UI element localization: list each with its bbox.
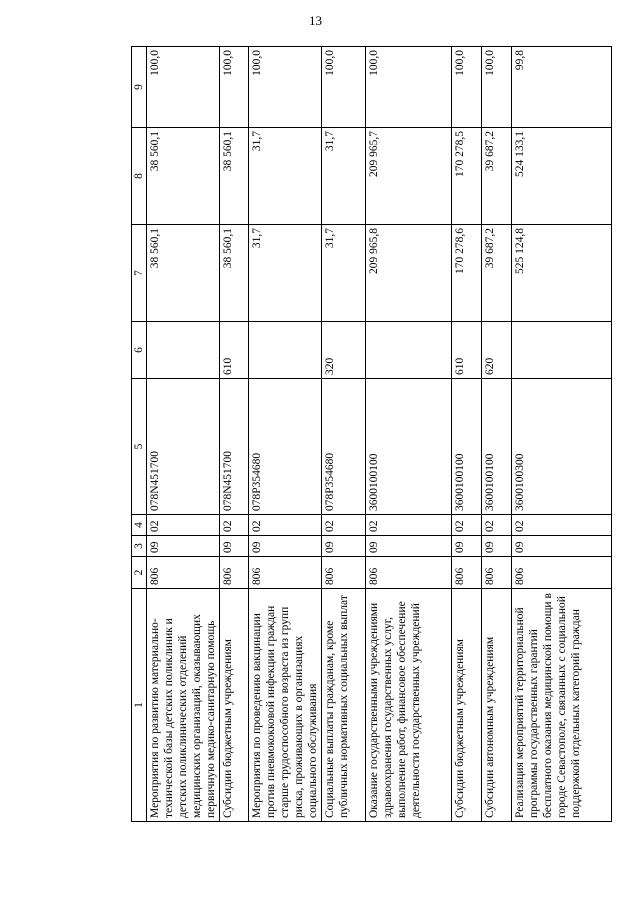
cell-col3: 09 (366, 536, 452, 557)
cell-col6 (512, 322, 612, 379)
row-name-cell: Субсидии бюджетным учреждениям (452, 589, 482, 822)
cell-col5: 3600100300 (512, 379, 612, 515)
cell-col7: 170 278,6 (452, 225, 482, 322)
cell-col2: 806 (249, 557, 322, 589)
cell-col4: 02 (512, 515, 612, 536)
cell-col9: 100,0 (322, 47, 366, 128)
cell-col2: 806 (322, 557, 366, 589)
cell-col6 (147, 322, 220, 379)
cell-col2: 806 (220, 557, 249, 589)
row-name-cell: Мероприятия по развитию материально-технической базы детских поликлиник и детских поликлинических отделений медицинских организаций, оказывающих первичную медико-санитарную помощь (147, 589, 220, 822)
cell-col2: 806 (452, 557, 482, 589)
cell-col9: 99,8 (512, 47, 612, 128)
cell-col7: 38 560,1 (220, 225, 249, 322)
header-cell: 1 (132, 589, 147, 822)
cell-col9: 100,0 (220, 47, 249, 128)
cell-col7: 38 560,1 (147, 225, 220, 322)
header-cell: 4 (132, 515, 147, 536)
cell-col2: 806 (147, 557, 220, 589)
cell-col5: 3600100100 (366, 379, 452, 515)
cell-col8: 31,7 (249, 128, 322, 225)
cell-col9: 100,0 (482, 47, 512, 128)
cell-col7: 39 687,2 (482, 225, 512, 322)
cell-col9: 100,0 (147, 47, 220, 128)
header-cell: 2 (132, 557, 147, 589)
cell-col4: 02 (220, 515, 249, 536)
cell-col8: 31,7 (322, 128, 366, 225)
table-row (249, 47, 322, 822)
cell-col8: 524 133,1 (512, 128, 612, 225)
header-cell: 9 (132, 47, 147, 128)
cell-col9: 100,0 (249, 47, 322, 128)
cell-col8: 39 687,2 (482, 128, 512, 225)
cell-col5: 3600100100 (452, 379, 482, 515)
cell-col6 (249, 322, 322, 379)
cell-col6: 610 (220, 322, 249, 379)
cell-col5: 078P354680 (322, 379, 366, 515)
cell-col3: 09 (512, 536, 612, 557)
header-cell: 7 (132, 225, 147, 322)
cell-col4: 02 (147, 515, 220, 536)
table-row (366, 47, 452, 822)
budget-table-rotated (131, 47, 625, 822)
table-row (512, 47, 612, 822)
row-name-cell: Реализация мероприятий территориальной программы государственных гарантий бесплатного оказания медицинской помощи в городе Севастополе, связанных с социальной поддержкой отдельных категорий граждан (512, 589, 612, 822)
cell-col5: 3600100100 (482, 379, 512, 515)
budget-table (131, 46, 612, 822)
cell-col8: 170 278,5 (452, 128, 482, 225)
header-row (132, 47, 147, 822)
cell-col2: 806 (512, 557, 612, 589)
cell-col3: 09 (482, 536, 512, 557)
cell-col9: 100,0 (452, 47, 482, 128)
cell-col4: 02 (452, 515, 482, 536)
cell-col3: 09 (220, 536, 249, 557)
row-name-cell: Мероприятия по проведению вакцинации против пневмококковой инфекции граждан старше трудоспособного возраста из групп риска, проживающих в организациях социального обслуживания (249, 589, 322, 822)
header-cell: 5 (132, 379, 147, 515)
cell-col3: 09 (322, 536, 366, 557)
table-row (147, 47, 220, 822)
row-name-cell: Оказание государственными учреждениями здравоохранения государственных услуг, выполнение работ, финансовое обеспечение деятельности государственных учреждений (366, 589, 452, 822)
row-name-cell: Субсидии бюджетным учреждениям (220, 589, 249, 822)
cell-col8: 209 965,7 (366, 128, 452, 225)
cell-col4: 02 (249, 515, 322, 536)
cell-col8: 38 560,1 (220, 128, 249, 225)
cell-col7: 525 124,8 (512, 225, 612, 322)
cell-col2: 806 (366, 557, 452, 589)
cell-col7: 31,7 (322, 225, 366, 322)
cell-col6 (366, 322, 452, 379)
cell-col3: 09 (452, 536, 482, 557)
row-name-cell: Социальные выплаты гражданам, кроме публичных нормативных социальных выплат (322, 589, 366, 822)
cell-col5: 078N451700 (147, 379, 220, 515)
cell-col4: 02 (482, 515, 512, 536)
cell-col5: 078N451700 (220, 379, 249, 515)
header-cell: 6 (132, 322, 147, 379)
cell-col7: 31,7 (249, 225, 322, 322)
header-cell: 8 (132, 128, 147, 225)
cell-col5: 078P354680 (249, 379, 322, 515)
page-number: 13 (309, 13, 322, 28)
cell-col3: 09 (147, 536, 220, 557)
table-row (482, 47, 512, 822)
table-row (322, 47, 366, 822)
row-name-cell: Субсидии автономным учреждениям (482, 589, 512, 822)
cell-col6: 620 (482, 322, 512, 379)
table-row (220, 47, 249, 822)
cell-col8: 38 560,1 (147, 128, 220, 225)
cell-col2: 806 (482, 557, 512, 589)
cell-col7: 209 965,8 (366, 225, 452, 322)
cell-col4: 02 (366, 515, 452, 536)
cell-col6: 320 (322, 322, 366, 379)
cell-col6: 610 (452, 322, 482, 379)
table-row (452, 47, 482, 822)
cell-col9: 100,0 (366, 47, 452, 128)
header-cell: 3 (132, 536, 147, 557)
cell-col3: 09 (249, 536, 322, 557)
cell-col4: 02 (322, 515, 366, 536)
